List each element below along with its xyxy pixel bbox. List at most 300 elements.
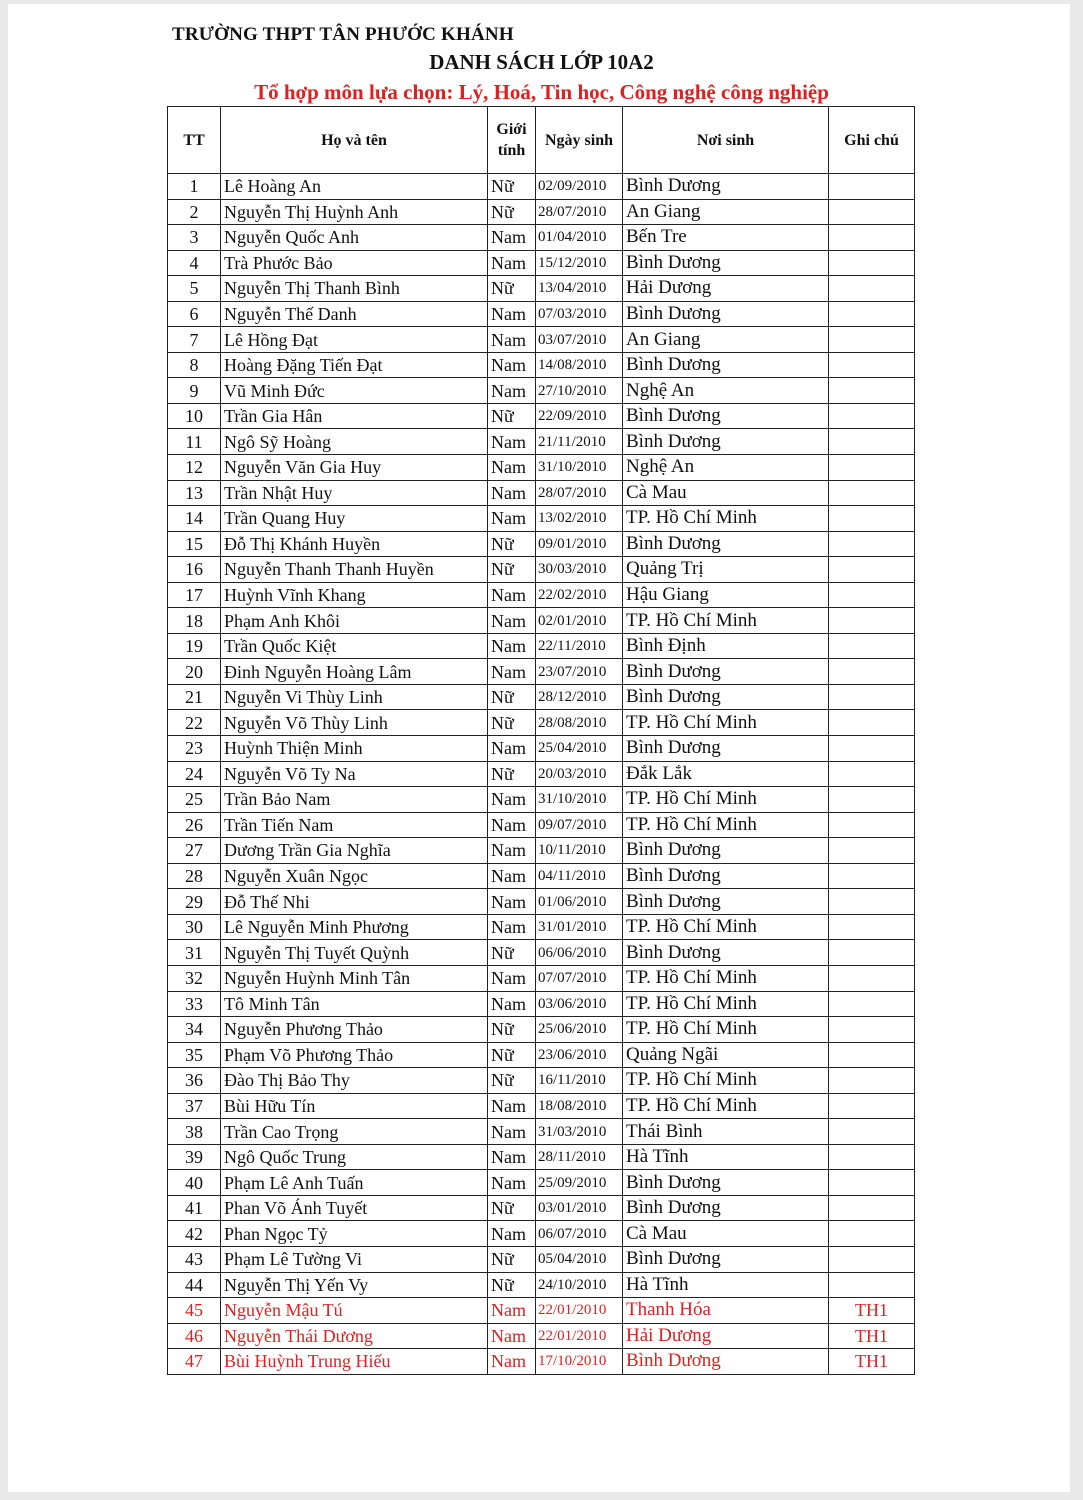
cell-tt: 3 <box>168 225 221 251</box>
table-row <box>168 1323 915 1349</box>
cell-note <box>829 174 915 200</box>
table-row <box>168 608 915 634</box>
cell-note <box>829 455 915 481</box>
cell-name: Phan Ngọc Tỷ <box>221 1221 488 1247</box>
cell-place: Bình Dương <box>623 684 829 710</box>
cell-name: Vũ Minh Đức <box>221 378 488 404</box>
cell-name: Trần Bảo Nam <box>221 787 488 813</box>
cell-name: Đỗ Thị Khánh Huyền <box>221 531 488 557</box>
cell-place: Hải Dương <box>623 276 829 302</box>
cell-note <box>829 276 915 302</box>
cell-name: Dương Trần Gia Nghĩa <box>221 838 488 864</box>
cell-gender: Nam <box>488 1221 536 1247</box>
cell-note <box>829 582 915 608</box>
student-list-table <box>167 106 915 1375</box>
table-row <box>168 327 915 353</box>
cell-name: Đỗ Thế Nhi <box>221 889 488 915</box>
cell-gender: Nữ <box>488 1068 536 1094</box>
cell-tt: 9 <box>168 378 221 404</box>
cell-place: Bình Dương <box>623 429 829 455</box>
table-row <box>168 812 915 838</box>
cell-dob: 31/10/2010 <box>536 787 623 813</box>
cell-tt: 27 <box>168 838 221 864</box>
cell-note <box>829 378 915 404</box>
cell-note <box>829 940 915 966</box>
cell-gender: Nữ <box>488 684 536 710</box>
cell-note <box>829 1144 915 1170</box>
cell-tt: 17 <box>168 582 221 608</box>
table-row <box>168 1272 915 1298</box>
cell-place: Hà Tĩnh <box>623 1144 829 1170</box>
cell-dob: 16/11/2010 <box>536 1068 623 1094</box>
cell-place: TP. Hồ Chí Minh <box>623 787 829 813</box>
cell-place: TP. Hồ Chí Minh <box>623 1068 829 1094</box>
cell-name: Tô Minh Tân <box>221 991 488 1017</box>
cell-name: Lê Hoàng An <box>221 174 488 200</box>
cell-tt: 2 <box>168 199 221 225</box>
cell-gender: Nam <box>488 1170 536 1196</box>
table-row <box>168 940 915 966</box>
cell-dob: 06/07/2010 <box>536 1221 623 1247</box>
cell-gender: Nam <box>488 1093 536 1119</box>
cell-name: Nguyễn Thị Yến Vy <box>221 1272 488 1298</box>
cell-name: Nguyễn Thị Thanh Bình <box>221 276 488 302</box>
cell-place: Quảng Ngãi <box>623 1042 829 1068</box>
cell-dob: 22/09/2010 <box>536 403 623 429</box>
cell-gender: Nam <box>488 225 536 251</box>
page-title: DANH SÁCH LỚP 10A2 <box>429 50 654 74</box>
cell-note: TH1 <box>829 1298 915 1324</box>
cell-name: Nguyễn Huỳnh Minh Tân <box>221 965 488 991</box>
cell-note <box>829 838 915 864</box>
table-row <box>168 914 915 940</box>
cell-note <box>829 889 915 915</box>
table-row <box>168 1221 915 1247</box>
cell-name: Nguyễn Thị Tuyết Quỳnh <box>221 940 488 966</box>
cell-tt: 20 <box>168 659 221 685</box>
table-row <box>168 684 915 710</box>
cell-dob: 21/11/2010 <box>536 429 623 455</box>
cell-tt: 35 <box>168 1042 221 1068</box>
cell-tt: 15 <box>168 531 221 557</box>
cell-place: Nghệ An <box>623 455 829 481</box>
cell-dob: 09/01/2010 <box>536 531 623 557</box>
cell-gender: Nam <box>488 863 536 889</box>
cell-dob: 03/01/2010 <box>536 1195 623 1221</box>
cell-gender: Nam <box>488 327 536 353</box>
cell-name: Nguyễn Vi Thùy Linh <box>221 684 488 710</box>
cell-tt: 37 <box>168 1093 221 1119</box>
table-row <box>168 659 915 685</box>
cell-name: Phạm Lê Tường Vi <box>221 1246 488 1272</box>
table-row <box>168 301 915 327</box>
cell-gender: Nam <box>488 812 536 838</box>
cell-gender: Nữ <box>488 557 536 583</box>
cell-dob: 25/09/2010 <box>536 1170 623 1196</box>
cell-gender: Nam <box>488 582 536 608</box>
cell-note <box>829 761 915 787</box>
table-row <box>168 557 915 583</box>
table-row <box>168 174 915 200</box>
cell-tt: 31 <box>168 940 221 966</box>
table-row <box>168 1093 915 1119</box>
cell-place: TP. Hồ Chí Minh <box>623 965 829 991</box>
cell-note <box>829 633 915 659</box>
cell-gender: Nữ <box>488 276 536 302</box>
cell-name: Nguyễn Quốc Anh <box>221 225 488 251</box>
cell-dob: 22/11/2010 <box>536 633 623 659</box>
cell-tt: 6 <box>168 301 221 327</box>
cell-dob: 31/03/2010 <box>536 1119 623 1145</box>
cell-name: Nguyễn Thanh Thanh Huyền <box>221 557 488 583</box>
cell-tt: 34 <box>168 1017 221 1043</box>
cell-dob: 31/01/2010 <box>536 914 623 940</box>
col-header-gender-line1: Giới <box>496 121 527 138</box>
cell-gender: Nam <box>488 608 536 634</box>
cell-gender: Nam <box>488 352 536 378</box>
cell-place: Bình Dương <box>623 940 829 966</box>
cell-name: Lê Hồng Đạt <box>221 327 488 353</box>
cell-dob: 17/10/2010 <box>536 1349 623 1375</box>
table-row <box>168 1246 915 1272</box>
cell-name: Trần Tiến Nam <box>221 812 488 838</box>
cell-tt: 45 <box>168 1298 221 1324</box>
cell-place: Bình Dương <box>623 174 829 200</box>
cell-note <box>829 710 915 736</box>
cell-note <box>829 1119 915 1145</box>
cell-gender: Nữ <box>488 1246 536 1272</box>
cell-name: Huỳnh Thiện Minh <box>221 736 488 762</box>
cell-dob: 20/03/2010 <box>536 761 623 787</box>
cell-name: Đinh Nguyễn Hoàng Lâm <box>221 659 488 685</box>
cell-dob: 23/07/2010 <box>536 659 623 685</box>
cell-name: Trà Phước Bảo <box>221 250 488 276</box>
table-row <box>168 1017 915 1043</box>
cell-dob: 22/01/2010 <box>536 1298 623 1324</box>
cell-dob: 13/02/2010 <box>536 506 623 532</box>
cell-note <box>829 352 915 378</box>
cell-place: TP. Hồ Chí Minh <box>623 1093 829 1119</box>
cell-gender: Nam <box>488 736 536 762</box>
cell-gender: Nữ <box>488 531 536 557</box>
cell-gender: Nam <box>488 1144 536 1170</box>
cell-gender: Nam <box>488 633 536 659</box>
cell-place: TP. Hồ Chí Minh <box>623 506 829 532</box>
cell-place: Bình Dương <box>623 352 829 378</box>
cell-name: Nguyễn Võ Ty Na <box>221 761 488 787</box>
cell-tt: 12 <box>168 455 221 481</box>
cell-dob: 10/11/2010 <box>536 838 623 864</box>
cell-tt: 7 <box>168 327 221 353</box>
table-row <box>168 455 915 481</box>
table-row <box>168 531 915 557</box>
cell-dob: 09/07/2010 <box>536 812 623 838</box>
cell-tt: 44 <box>168 1272 221 1298</box>
table-row <box>168 710 915 736</box>
cell-dob: 01/06/2010 <box>536 889 623 915</box>
cell-dob: 24/10/2010 <box>536 1272 623 1298</box>
cell-dob: 30/03/2010 <box>536 557 623 583</box>
cell-place: Bến Tre <box>623 225 829 251</box>
table-row <box>168 991 915 1017</box>
cell-dob: 25/04/2010 <box>536 736 623 762</box>
table-row <box>168 787 915 813</box>
cell-name: Bùi Huỳnh Trung Hiếu <box>221 1349 488 1375</box>
cell-note <box>829 403 915 429</box>
cell-place: Bình Định <box>623 633 829 659</box>
cell-tt: 43 <box>168 1246 221 1272</box>
cell-note <box>829 557 915 583</box>
table-row <box>168 250 915 276</box>
cell-gender: Nam <box>488 838 536 864</box>
cell-name: Nguyễn Văn Gia Huy <box>221 455 488 481</box>
cell-place: Bình Dương <box>623 403 829 429</box>
cell-tt: 25 <box>168 787 221 813</box>
cell-gender: Nam <box>488 659 536 685</box>
cell-tt: 23 <box>168 736 221 762</box>
cell-place: Nghệ An <box>623 378 829 404</box>
cell-gender: Nam <box>488 965 536 991</box>
cell-dob: 07/07/2010 <box>536 965 623 991</box>
cell-gender: Nam <box>488 1119 536 1145</box>
cell-dob: 22/02/2010 <box>536 582 623 608</box>
cell-note <box>829 812 915 838</box>
cell-name: Nguyễn Thế Danh <box>221 301 488 327</box>
col-header-tt: TT <box>168 107 221 174</box>
cell-note <box>829 1221 915 1247</box>
cell-tt: 40 <box>168 1170 221 1196</box>
cell-name: Phạm Võ Phương Thảo <box>221 1042 488 1068</box>
cell-gender: Nữ <box>488 199 536 225</box>
cell-note <box>829 1272 915 1298</box>
cell-dob: 15/12/2010 <box>536 250 623 276</box>
cell-dob: 23/06/2010 <box>536 1042 623 1068</box>
cell-place: Thanh Hóa <box>623 1298 829 1324</box>
cell-tt: 19 <box>168 633 221 659</box>
cell-tt: 11 <box>168 429 221 455</box>
cell-name: Nguyễn Thái Dương <box>221 1323 488 1349</box>
cell-dob: 28/08/2010 <box>536 710 623 736</box>
cell-place: Bình Dương <box>623 838 829 864</box>
cell-gender: Nam <box>488 429 536 455</box>
cell-tt: 28 <box>168 863 221 889</box>
cell-dob: 13/04/2010 <box>536 276 623 302</box>
table-row <box>168 403 915 429</box>
table-row <box>168 1298 915 1324</box>
cell-place: Hậu Giang <box>623 582 829 608</box>
table-row <box>168 1068 915 1094</box>
cell-tt: 4 <box>168 250 221 276</box>
cell-place: TP. Hồ Chí Minh <box>623 710 829 736</box>
table-row <box>168 276 915 302</box>
table-row <box>168 199 915 225</box>
cell-name: Trần Cao Trọng <box>221 1119 488 1145</box>
cell-name: Nguyễn Võ Thùy Linh <box>221 710 488 736</box>
cell-gender: Nam <box>488 301 536 327</box>
cell-tt: 26 <box>168 812 221 838</box>
cell-note <box>829 506 915 532</box>
cell-name: Ngô Sỹ Hoàng <box>221 429 488 455</box>
cell-dob: 28/11/2010 <box>536 1144 623 1170</box>
table-row <box>168 506 915 532</box>
cell-gender: Nữ <box>488 403 536 429</box>
cell-note: TH1 <box>829 1323 915 1349</box>
cell-tt: 29 <box>168 889 221 915</box>
cell-note: TH1 <box>829 1349 915 1375</box>
cell-gender: Nữ <box>488 761 536 787</box>
cell-note <box>829 965 915 991</box>
cell-dob: 27/10/2010 <box>536 378 623 404</box>
table-row <box>168 965 915 991</box>
cell-dob: 18/08/2010 <box>536 1093 623 1119</box>
table-row <box>168 761 915 787</box>
cell-place: An Giang <box>623 327 829 353</box>
cell-note <box>829 1195 915 1221</box>
cell-dob: 07/03/2010 <box>536 301 623 327</box>
cell-place: Bình Dương <box>623 659 829 685</box>
cell-place: Bình Dương <box>623 863 829 889</box>
cell-gender: Nam <box>488 889 536 915</box>
table-row <box>168 1042 915 1068</box>
cell-name: Phạm Anh Khôi <box>221 608 488 634</box>
cell-place: Bình Dương <box>623 1246 829 1272</box>
cell-note <box>829 429 915 455</box>
cell-tt: 39 <box>168 1144 221 1170</box>
cell-note <box>829 1246 915 1272</box>
school-name: TRƯỜNG THPT TÂN PHƯỚC KHÁNH <box>172 24 514 45</box>
cell-tt: 41 <box>168 1195 221 1221</box>
cell-note <box>829 736 915 762</box>
cell-tt: 13 <box>168 480 221 506</box>
cell-place: Bình Dương <box>623 301 829 327</box>
cell-place: Bình Dương <box>623 736 829 762</box>
cell-gender: Nữ <box>488 1042 536 1068</box>
cell-tt: 14 <box>168 506 221 532</box>
cell-note <box>829 301 915 327</box>
cell-dob: 31/10/2010 <box>536 455 623 481</box>
cell-dob: 04/11/2010 <box>536 863 623 889</box>
table-row <box>168 1170 915 1196</box>
cell-name: Trần Quốc Kiệt <box>221 633 488 659</box>
cell-place: Thái Bình <box>623 1119 829 1145</box>
table-row <box>168 889 915 915</box>
cell-dob: 28/07/2010 <box>536 199 623 225</box>
cell-place: Bình Dương <box>623 1170 829 1196</box>
table-row <box>168 352 915 378</box>
cell-dob: 03/07/2010 <box>536 327 623 353</box>
cell-name: Trần Nhật Huy <box>221 480 488 506</box>
cell-tt: 10 <box>168 403 221 429</box>
cell-place: Cà Mau <box>623 1221 829 1247</box>
cell-name: Ngô Quốc Trung <box>221 1144 488 1170</box>
cell-note <box>829 1068 915 1094</box>
table-row <box>168 582 915 608</box>
cell-gender: Nữ <box>488 1272 536 1298</box>
cell-dob: 06/06/2010 <box>536 940 623 966</box>
table-row <box>168 1119 915 1145</box>
cell-name: Phạm Lê Anh Tuấn <box>221 1170 488 1196</box>
cell-dob: 28/07/2010 <box>536 480 623 506</box>
cell-note <box>829 199 915 225</box>
table-row <box>168 633 915 659</box>
cell-gender: Nữ <box>488 1017 536 1043</box>
cell-name: Bùi Hữu Tín <box>221 1093 488 1119</box>
cell-gender: Nam <box>488 455 536 481</box>
cell-place: TP. Hồ Chí Minh <box>623 608 829 634</box>
cell-gender: Nam <box>488 991 536 1017</box>
table-row <box>168 838 915 864</box>
cell-place: Hải Dương <box>623 1323 829 1349</box>
cell-note <box>829 863 915 889</box>
cell-gender: Nam <box>488 1349 536 1375</box>
table-row <box>168 378 915 404</box>
cell-gender: Nữ <box>488 174 536 200</box>
cell-note <box>829 787 915 813</box>
cell-note <box>829 1093 915 1119</box>
cell-note <box>829 327 915 353</box>
cell-place: Đắk Lắk <box>623 761 829 787</box>
cell-note <box>829 225 915 251</box>
cell-note <box>829 1170 915 1196</box>
cell-name: Nguyễn Phương Thảo <box>221 1017 488 1043</box>
cell-name: Nguyễn Mậu Tú <box>221 1298 488 1324</box>
cell-note <box>829 531 915 557</box>
cell-place: TP. Hồ Chí Minh <box>623 1017 829 1043</box>
cell-gender: Nam <box>488 250 536 276</box>
cell-note <box>829 914 915 940</box>
cell-place: Bình Dương <box>623 531 829 557</box>
cell-tt: 24 <box>168 761 221 787</box>
cell-place: Bình Dương <box>623 889 829 915</box>
cell-name: Huỳnh Vĩnh Khang <box>221 582 488 608</box>
cell-place: Bình Dương <box>623 250 829 276</box>
cell-place: Bình Dương <box>623 1195 829 1221</box>
table-row <box>168 1349 915 1375</box>
cell-dob: 25/06/2010 <box>536 1017 623 1043</box>
cell-note <box>829 659 915 685</box>
cell-gender: Nam <box>488 480 536 506</box>
cell-name: Trần Quang Huy <box>221 506 488 532</box>
cell-name: Đào Thị Bảo Thy <box>221 1068 488 1094</box>
col-header-dob: Ngày sinh <box>536 107 623 174</box>
cell-tt: 21 <box>168 684 221 710</box>
cell-tt: 32 <box>168 965 221 991</box>
cell-dob: 22/01/2010 <box>536 1323 623 1349</box>
cell-place: TP. Hồ Chí Minh <box>623 812 829 838</box>
cell-gender: Nam <box>488 1298 536 1324</box>
table-row <box>168 429 915 455</box>
table-header-row <box>168 107 915 174</box>
cell-gender: Nam <box>488 378 536 404</box>
cell-gender: Nam <box>488 914 536 940</box>
cell-dob: 14/08/2010 <box>536 352 623 378</box>
cell-dob: 01/04/2010 <box>536 225 623 251</box>
col-header-gender-line2: tính <box>497 142 526 159</box>
cell-gender: Nữ <box>488 710 536 736</box>
cell-dob: 02/01/2010 <box>536 608 623 634</box>
table-row <box>168 863 915 889</box>
cell-note <box>829 684 915 710</box>
cell-place: Quảng Trị <box>623 557 829 583</box>
cell-place: TP. Hồ Chí Minh <box>623 914 829 940</box>
cell-gender: Nữ <box>488 940 536 966</box>
cell-tt: 36 <box>168 1068 221 1094</box>
cell-place: Cà Mau <box>623 480 829 506</box>
table-row <box>168 480 915 506</box>
cell-tt: 5 <box>168 276 221 302</box>
cell-place: Hà Tĩnh <box>623 1272 829 1298</box>
col-header-place: Nơi sinh <box>623 107 829 174</box>
